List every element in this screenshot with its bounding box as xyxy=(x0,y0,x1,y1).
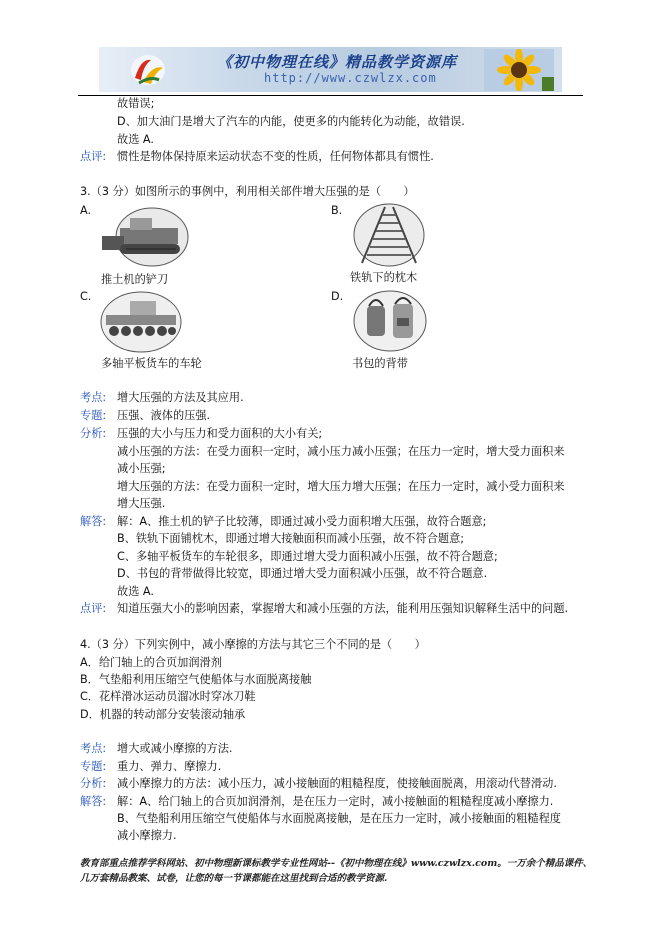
q4-option-d: D．机器的转动部分安装滚动轴承 xyxy=(80,708,246,721)
q3-dianping-label: 点评: xyxy=(80,602,107,615)
q4-option-a: A．给门轴上的合页加润滑剂 xyxy=(80,656,222,669)
q4-kaodian: 增大或减小摩擦的方法. xyxy=(117,742,233,755)
site-title: 《初中物理在线》精品教学资源库 xyxy=(217,53,458,71)
footer-line-2: 几万套精品教案、试卷，让您的每一节课都能在这里找到合适的教学资源. xyxy=(80,873,388,884)
q3-fenxi-line: 增大压强. xyxy=(117,497,166,510)
bulldozer-image xyxy=(100,206,190,268)
q3-jieda-line: B、铁轨下面铺枕木，即通过增大接触面积而减小压强，故不符合题意; xyxy=(117,532,465,545)
q3-jieda-label: 解答: xyxy=(80,515,107,528)
site-logo-icon xyxy=(129,52,167,88)
q3-fenxi-line: 减小压强; xyxy=(117,462,166,475)
q4-fenxi: 减小摩擦力的方法：减小压力，减小接触面的粗糙程度，使接触面脱离，用滚动代替滑动. xyxy=(117,777,557,790)
q4-jieda-line: 解：A、给门轴上的合页加润滑剂，是在压力一定时，减小接触面的粗糙程度减小摩擦力. xyxy=(117,795,554,808)
q4-option-c: C．花样滑冰运动员溜冰时穿冰刀鞋 xyxy=(80,690,256,703)
q3-option-d-caption: 书包的背带 xyxy=(352,357,408,370)
q4-jieda-label: 解答: xyxy=(80,795,107,808)
q3-option-c-caption: 多轴平板货车的车轮 xyxy=(101,357,202,370)
prev-comment-label: 点评: xyxy=(80,150,107,163)
header-banner xyxy=(99,47,562,92)
q4-jieda-line: 减小摩擦力. xyxy=(117,829,177,842)
header-rule xyxy=(78,95,583,96)
q4-option-b: B．气垫船利用压缩空气使船体与水面脱离接触 xyxy=(80,673,312,686)
q3-zhuanti: 压强、液体的压强. xyxy=(117,409,211,422)
q4-kaodian-label: 考点: xyxy=(80,742,107,755)
q3-fenxi-line: 压强的大小与压力和受力面积的大小有关; xyxy=(117,427,323,440)
q3-stem: 3.（3 分）如图所示的事例中，利用相关部件增大压强的是（ ） xyxy=(80,185,415,198)
q4-jieda-line: B、气垫船利用压缩空气使船体与水面脱离接触，是在压力一定时，减小接触面的粗糙程度 xyxy=(117,812,561,825)
prev-comment: 惯性是物体保持原来运动状态不变的性质，任何物体都具有惯性. xyxy=(117,150,434,163)
q3-fenxi-label: 分析: xyxy=(80,427,107,440)
q3-fenxi-line: 减小压强的方法：在受力面积一定时，减小压力减小压强；在压力一定时，增大受力面积来 xyxy=(117,445,565,458)
q3-jieda-line: 故选 A. xyxy=(117,585,154,598)
q3-option-b-letter: B. xyxy=(331,204,343,217)
q3-jieda-line: 解：A、推土机的铲子比较薄，即通过减小受力面积增大压强，故符合题意; xyxy=(117,515,487,528)
q3-option-a-caption: 推土机的铲刀 xyxy=(101,273,169,286)
q3-jieda-line: C、多轴平板货车的车轮很多，即通过增大受力面积减小压强，故不符合题意; xyxy=(117,550,498,563)
truck-wheels-image xyxy=(100,291,182,353)
q3-fenxi-line: 增大压强的方法：在受力面积一定时，增大压力增大压强；在压力一定时，减小受力面积来 xyxy=(117,480,565,493)
railway-image xyxy=(352,203,426,267)
backpack-image xyxy=(353,290,427,352)
q4-zhuanti-label: 专题: xyxy=(80,760,107,773)
q3-kaodian: 增大压强的方法及其应用. xyxy=(117,391,244,404)
prev-line-1: 故错误; xyxy=(117,97,155,110)
q3-option-b-caption: 铁轨下的枕木 xyxy=(350,271,418,284)
q4-fenxi-label: 分析: xyxy=(80,777,107,790)
sunflower-image xyxy=(484,49,554,91)
q3-option-c-letter: C. xyxy=(80,290,92,303)
q4-zhuanti: 重力、弹力、摩擦力. xyxy=(117,760,222,773)
prev-line-2: D、加大油门是增大了汽车的内能，使更多的内能转化为动能，故错误. xyxy=(117,115,465,128)
footer-line-1: 教育部重点推荐学科网站、初中物理新课标教学专业性网站--《初中物理在线》www.czwlzx.com。一万余个精品课件、 xyxy=(80,858,593,869)
q3-jieda-line: D、书包的背带做得比较宽，即通过增大受力面积减小压强，故不符合题意. xyxy=(117,567,488,580)
prev-line-3: 故选 A. xyxy=(117,133,154,146)
q3-option-a-letter: A. xyxy=(80,204,92,217)
q3-dianping: 知道压强大小的影响因素，掌握增大和减小压强的方法，能利用压强知识解释生活中的问题. xyxy=(117,602,569,615)
q3-option-d-letter: D. xyxy=(331,290,344,303)
q3-kaodian-label: 考点: xyxy=(80,391,107,404)
q3-zhuanti-label: 专题: xyxy=(80,409,107,422)
site-url[interactable]: http://www.czwlzx.com xyxy=(264,71,437,85)
q4-stem: 4.（3 分）下列实例中，减小摩擦的方法与其它三个不同的是（ ） xyxy=(80,638,426,651)
